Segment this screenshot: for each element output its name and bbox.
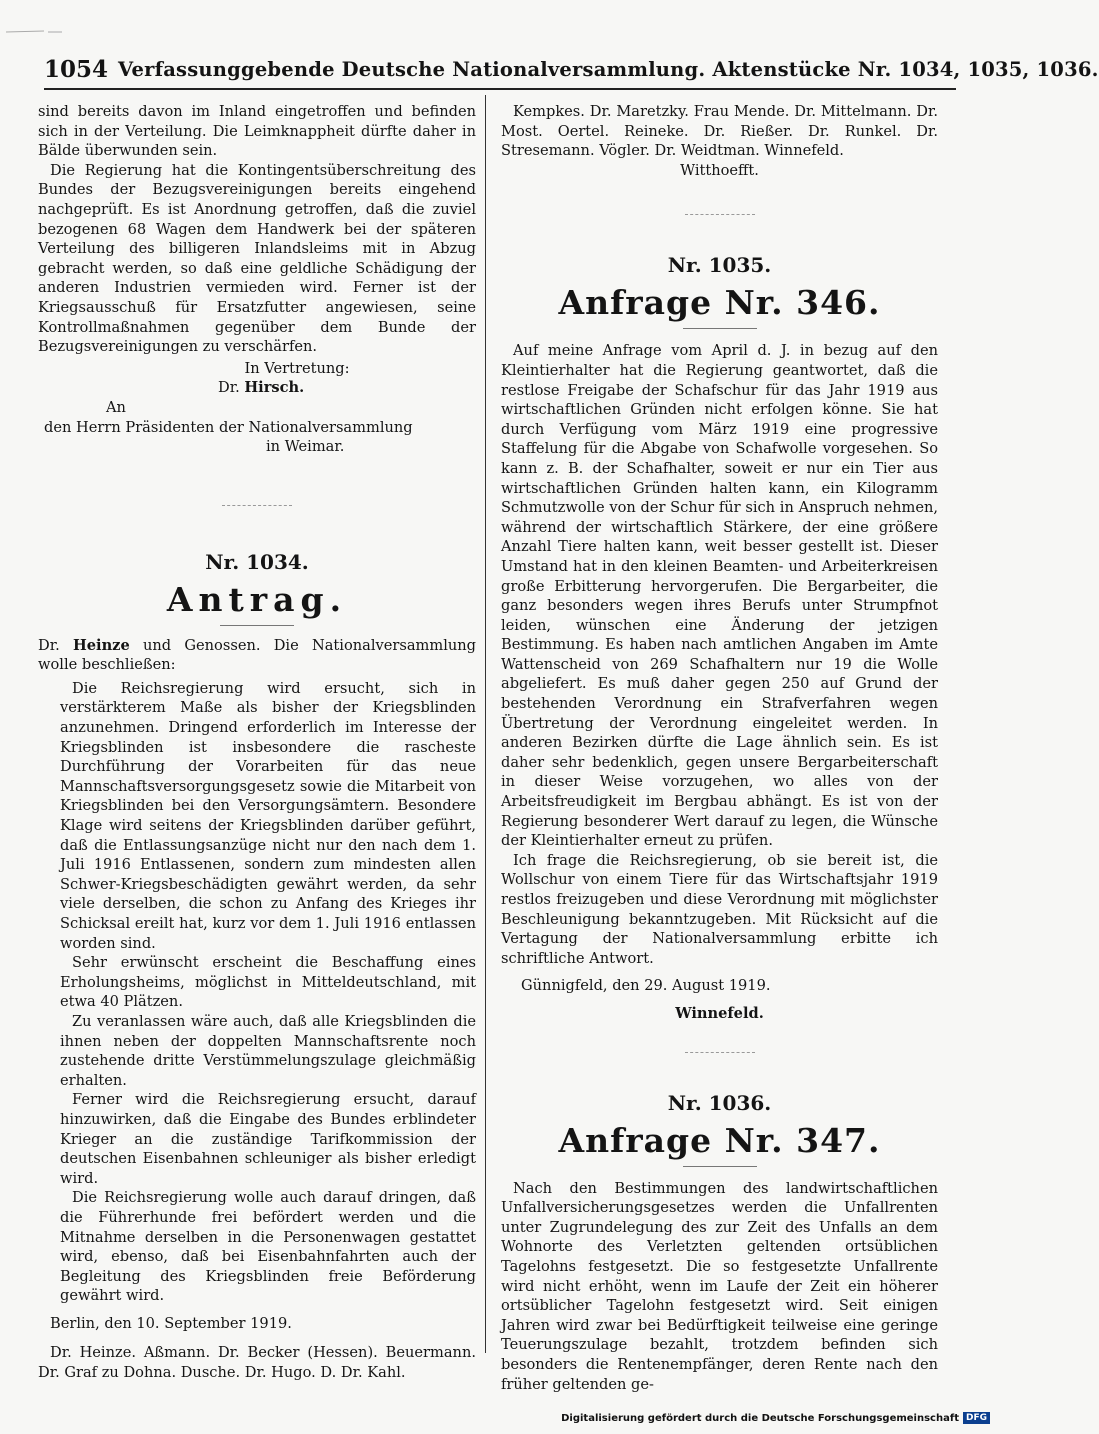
intro-text: und Genossen. Die Nationalversammlung wolle beschließen: <box>38 636 477 674</box>
signature-title: Dr. <box>218 379 240 397</box>
address-line: den Herrn Präsidenten der Nationalversammlung <box>44 418 413 436</box>
column-divider <box>485 95 486 1353</box>
signature-name: Hirsch. <box>244 379 305 397</box>
scan-margin-mark <box>4 30 64 34</box>
running-title: Verfassunggebende Deutsche Nationalversammlung. Aktenstücke Nr. 1034, 1035, 1036. <box>118 58 1099 81</box>
section-title: Antrag. <box>166 579 348 619</box>
left-column <box>38 102 476 1383</box>
signer-list: Kempkes. Dr. Maretzky. Frau Mende. Dr. Mittelmann. Dr. Most. Oertel. Reineke. Dr. Rießer. Dr. Runkel. Dr. Stresemann. Vögler. Dr. Weidtman. Winnefeld. <box>501 103 938 160</box>
section-number: Nr. 1036. <box>667 1090 772 1115</box>
motion-paragraph: Die Reichsregierung wird ersucht, sich in verstärkterem Maße als bisher der Kriegsblinden anzunehmen. Dringend erforderlich im Interesse der Kriegsblinden ist insbesondere die rascheste Durchführung der Vorarbeiten für das neue Mannschaftsversorgungsgesetz sowie die Mitarbeit von Kriegsblinden bei den Versorgungsämtern. Besondere Klage wird seitens der Kriegsblinden darüber geführt, daß die Entlassungsanzüge nicht nur den nach dem 1. Juli 1916 Entlassenen, sondern zum mindesten allen Schwer-Kriegsbeschädigten gewährt werden, da sehr viele derselben, die schon zu Anfang des Krieges ihr Schicksal ereilt hat, kurz vor dem 1. Juli 1916 entlassen worden sind. <box>60 679 476 952</box>
section-number: Nr. 1034. <box>205 549 309 574</box>
credit-text: Digitalisierung gefördert durch die Deutsche Forschungsgemeinschaft <box>561 1412 959 1424</box>
signer: Winnefeld. <box>675 1004 764 1022</box>
intro-name: Heinze <box>72 636 130 654</box>
date-line: Günnigfeld, den 29. August 1919. <box>521 977 771 995</box>
signer-list-end: Witthoefft. <box>680 161 759 179</box>
section-title: Anfrage Nr. 346. <box>558 283 881 323</box>
paragraph: Auf meine Anfrage vom April d. J. in bezug auf den Kleintierhalter hat die Regierung geantwortet, daß die restlose Freigabe der Schafschur für das Jahr 1919 aus wirtschaftlichen Gründen nicht erfolgen könne. Sie hat durch Verfügung vom März 1919 eine progressive Staffelung für die Abgabe von Schafwolle vorgesehen. So kann z. B. der Schafhalter, soweit er nur ein Tier aus wirtschaftlichen Gründen halten kann, ein Kilogramm Schmutzwolle von der Schur für sich in Anspruch nehmen, während der wirtschaftlich Stärkere, der eine größere Anzahl Tiere halten kann, weit besser gestellt ist. Dieser Umstand hat in den kleinen Beamten- und Arbeiterkreisen große Erbitterung hervorgerufen. Die Bergarbeiter, die ganz besonders wegen ihres Berufs unter Strumpfnot leiden, wünschen eine Änderung der jetzigen Bestimmung. Es haben nach amtlichen Angaben im Amte Wattenscheid von 269 Schafhaltern nur 19 die Wolle abgeliefert. Es muß daher gegen 250 auf Grund der bestehenden Verordnung ein Strafverfahren wegen Übertretung der Verordnung eingeleitet werden. In anderen Bezirken dürfte die Lage ähnlich sein. Es ist daher sehr bedenklich, gegen unsere Bergarbeiterschaft in dieser Weise vorzugehen, wo alles von der Arbeitsfreudigkeit im Bergbau abhängt. Es ist von der Regierung besonderer Wert darauf zu legen, die Wünsche der Kleintierhalter erneut zu prüfen. <box>501 342 938 850</box>
intro-title: Dr. <box>38 636 60 654</box>
motion-paragraph: Die Reichsregierung wolle auch darauf dringen, daß die Führerhunde frei befördert werden und die Mitnahme derselben in die Personenwagen gestattet wird, ebenso, daß bei Eisenbahnfahrten auch der Begleitung des Kriegsblinden freie Beförderung gewährt wird. <box>60 1189 476 1305</box>
paragraph: Ich frage die Reichsregierung, ob sie bereit ist, die Wollschur von einem Tiere für das Wirtschaftsjahr 1919 restlos freizugeben und diese Verordnung mit möglichster Beschleunigung bekanntzugeben. Mit Rücksicht auf die Vertagung der Nationalversammlung erbitte ich schriftliche Antwort. <box>501 851 938 967</box>
signer-list: Dr. Heinze. Aßmann. Dr. Becker (Hessen). Beuermann. Dr. Graf zu Dohna. Dusche. Dr. Hugo. D. Dr. Kahl. <box>38 1344 476 1382</box>
motion-intro <box>38 636 476 675</box>
address-line: in Weimar. <box>266 438 345 456</box>
signature-intro: In Vertretung: <box>244 359 350 377</box>
paragraph: sind bereits davon im Inland eingetroffen und befinden sich in der Verteilung. Die Leimknappheit dürfte daher in Bälde überwunden sein. <box>38 103 476 160</box>
digitization-credit <box>561 1412 990 1424</box>
page-number: 1054 <box>44 56 109 83</box>
motion-paragraph: Zu veranlassen wäre auch, daß alle Kriegsblinden die ihnen neben der doppelten Mannschaftsrente noch zustehende dritte Verstümmelungszulage gleichmäßig erhalten. <box>60 1012 476 1089</box>
dfg-logo: DFG <box>963 1412 990 1424</box>
section-title: Anfrage Nr. 347. <box>558 1120 881 1160</box>
signature <box>218 378 476 398</box>
motion-paragraph: Ferner wird die Reichsregierung ersucht, darauf hinzuwirken, daß die Eingabe des Bundes erblindeter Krieger an die zuständige Tarifkommission der deutschen Eisenbahnen schleuniger als bisher erledigt wird. <box>60 1091 476 1187</box>
section-number: Nr. 1035. <box>667 253 772 278</box>
paragraph: Die Regierung hat die Kontingentsüberschreitung des Bundes der Bezugsvereinigungen bereits eingehend nachgeprüft. Es ist Anordnung getroffen, daß die zuviel bezogenen 68 Wagen dem Handwerk bei der späteren Verteilung des billigeren Inlandsleims mit in Abzug gebracht werden, so daß eine geldliche Schädigung der anderen Industrien vermieden wird. Ferner ist der Kriegsausschuß für Ersatzfutter angewiesen, seine Kontrollmaßnahmen gegenüber dem Bunde der Bezugsvereinigungen zu verschärfen. <box>38 161 476 356</box>
motion-paragraph: Sehr erwünscht erscheint die Beschaffung eines Erholungsheims, möglichst in Mitteldeutschland, mit etwa 40 Plätzen. <box>60 954 476 1011</box>
paragraph: Nach den Bestimmungen des landwirtschaftlichen Unfallversicherungsgesetzes werden die Unfallrenten unter Zugrundelegung des zur Zeit des Unfalls an dem Wohnorte des Verletzten geltenden ortsüblichen Tagelohns festgesetzt. Die so festgesetzte Unfallrente wird nicht erhöht, wenn im Laufe der Zeit ein höherer ortsüblicher Tagelohn festgesetzt wird. Seit einigen Jahren wird zwar bei Bedürftigkeit teilweise eine geringe Teuerungszulage bezahlt, trotzdem befinden sich besonders die Rentenempfänger, deren Rente nach den früher geltenden ge- <box>501 1179 938 1393</box>
header-rule <box>44 88 956 90</box>
running-header <box>44 52 1099 92</box>
right-column <box>501 102 938 1394</box>
address-line: An <box>106 398 126 416</box>
date-line: Berlin, den 10. September 1919. <box>50 1314 292 1332</box>
